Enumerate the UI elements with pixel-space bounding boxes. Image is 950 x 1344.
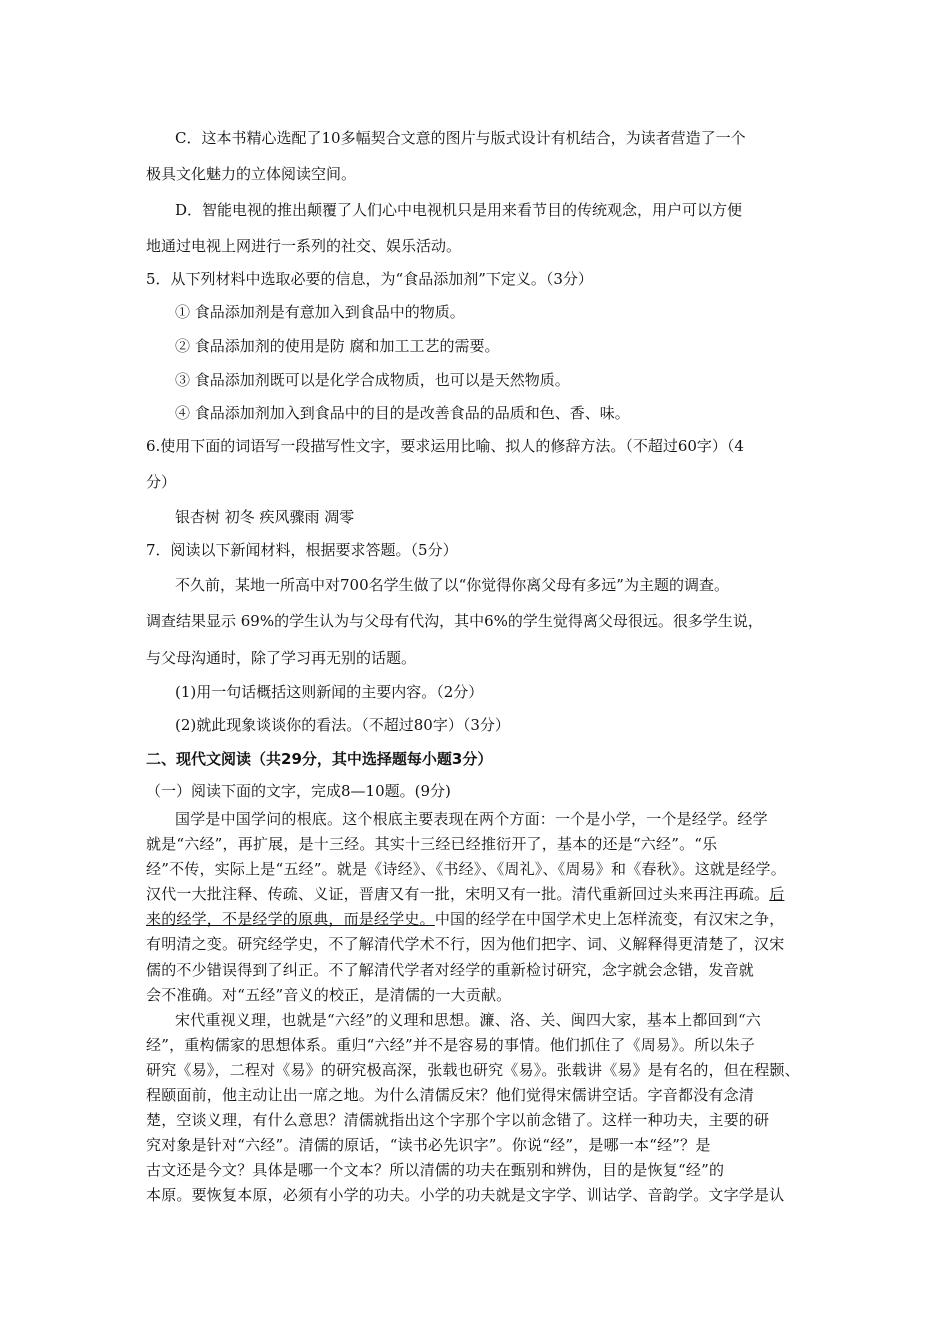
passage2-line2: 经”，重构儒家的思想体系。重归“六经”并不是容易的事情。他们抓住了《周易》。所以朱子 — [146, 1036, 755, 1054]
passage1-line5 — [146, 909, 784, 929]
q6-stem-line2: 分） — [146, 473, 177, 491]
q7-passage-line3: 与父母沟通时，除了学习再无别的话题。 — [146, 649, 417, 667]
passage2-line5: 楚，空谈义理，有什么意思？清儒就指出这个字那个字以前念错了。这样一种功夫，主要的研 — [146, 1111, 770, 1129]
section-2-title: 二、现代文阅读（共29分，其中选择题每小题3分） — [146, 750, 493, 768]
q6-stem-line1: 6.使用下面的词语写一段描写性文字，要求运用比喻、拟人的修辞方法。（不超过60字）（4 — [146, 437, 744, 455]
passage1-line1: 国学是中国学问的根底。这个根底主要表现在两个方面：一个是小学，一个是经学。经学 — [175, 810, 768, 828]
passage2-line1: 宋代重视义理，也就是“六经”的义理和思想。濂、洛、关、闽四大家，基本上都回到“六 — [175, 1011, 762, 1029]
section-2-part-1: （一）阅读下面的文字，完成8—10题。(9分) — [146, 782, 451, 800]
q7-stem: 7．阅读以下新闻材料，根据要求答题。（5分） — [146, 541, 458, 559]
underlined-sentence: 来的经学，不是经学的原典，而是经学史。 — [146, 910, 435, 928]
passage1-line4 — [146, 884, 784, 904]
q7-passage-line1: 不久前，某地一所高中对700名学生做了以“你觉得你离父母有多远”为主题的调查。 — [175, 576, 729, 594]
q6-words: 银杏树 初冬 疾风骤雨 凋零 — [175, 508, 355, 526]
passage2-line3: 研究《易》，二程对《易》的研究极高深，张载也研究《易》。张载讲《易》是有名的，但在程颢、 — [146, 1061, 800, 1079]
passage2-line6: 究对象是针对“六经”。清儒的原话，“读书必先识字”。你说“经”，是哪一本“经”？是 — [146, 1136, 711, 1154]
q4-option-d-line2: 地通过电视上网进行一系列的社交、娱乐活动。 — [146, 237, 462, 255]
q7-sub-question-2: (2)就此现象谈谈你的看法。（不超过80字）（3分） — [175, 716, 510, 734]
q5-item-4: ④ 食品添加剂加入到食品中的目的是改善食品的品质和色、香、味。 — [175, 404, 630, 422]
q7-sub-question-1: (1)用一句话概括这则新闻的主要内容。（2分） — [175, 683, 484, 701]
q7-passage-line2: 调查结果显示 69%的学生认为与父母有代沟，其中6%的学生觉得离父母很远。很多学生说， — [146, 612, 763, 630]
q4-option-c-line1: C．这本书精心选配了10多幅契合文意的图片与版式设计有机结合，为读者营造了一个 — [175, 129, 746, 147]
passage1-line4-text: 汉代一大批注释、传疏、义证，晋唐又有一批，宋明又有一批。清代重新回过头来再注再疏。 — [146, 885, 770, 903]
passage1-line8: 会不准确。对“五经”音义的校正，是清儒的一大贡献。 — [146, 986, 512, 1004]
q4-option-d-line1: D．智能电视的推出颠覆了人们心中电视机只是用来看节目的传统观念，用户可以方便 — [175, 201, 743, 219]
passage1-line6: 有明清之变。研究经学史，不了解清代学术不行，因为他们把字、词、义解释得更清楚了，汉宋 — [146, 935, 785, 953]
passage1-line7: 儒的不少错误得到了纠正。不了解清代学者对经学的重新检讨研究，念字就会念错，发音就 — [146, 961, 755, 979]
q5-item-3: ③ 食品添加剂既可以是化学合成物质，也可以是天然物质。 — [175, 371, 570, 389]
passage2-line7: 古文还是今文？具体是哪一个文本？所以清儒的功夫在甄别和辨伪，目的是恢复“经”的 — [146, 1161, 725, 1179]
passage1-line2: 就是“六经”，再扩展，是十三经。其实十三经已经推衍开了，基本的还是“六经”。“乐 — [146, 835, 718, 853]
passage2-line4: 程颐面前，他主动让出一席之地。为什么清儒反宋？他们觉得宋儒讲空话。字音都没有念清 — [146, 1086, 755, 1104]
q4-option-c-line2: 极具文化魅力的立体阅读空间。 — [146, 165, 357, 183]
q5-item-2: ② 食品添加剂的使用是防 腐和加工工艺的需要。 — [175, 337, 500, 355]
q5-item-1: ① 食品添加剂是有意加入到食品中的物质。 — [175, 303, 465, 321]
passage1-line3: 经”不传，实际上是“五经”。就是《诗经》、《书经》、《周礼》、《周易》和《春秋》。这就是经学。 — [146, 860, 786, 878]
q5-stem: 5．从下列材料中选取必要的信息，为“食品添加剂”下定义。（3分） — [146, 270, 593, 288]
underlined-sentence-start: 后 — [769, 885, 785, 903]
passage1-line5-rest: 中国的经学在中国学术史上怎样流变，有汉宋之争， — [434, 910, 785, 928]
passage2-line8: 本原。要恢复本原，必须有小学的功夫。小学的功夫就是文字学、训诂学、音韵学。文字学是认 — [146, 1186, 785, 1204]
